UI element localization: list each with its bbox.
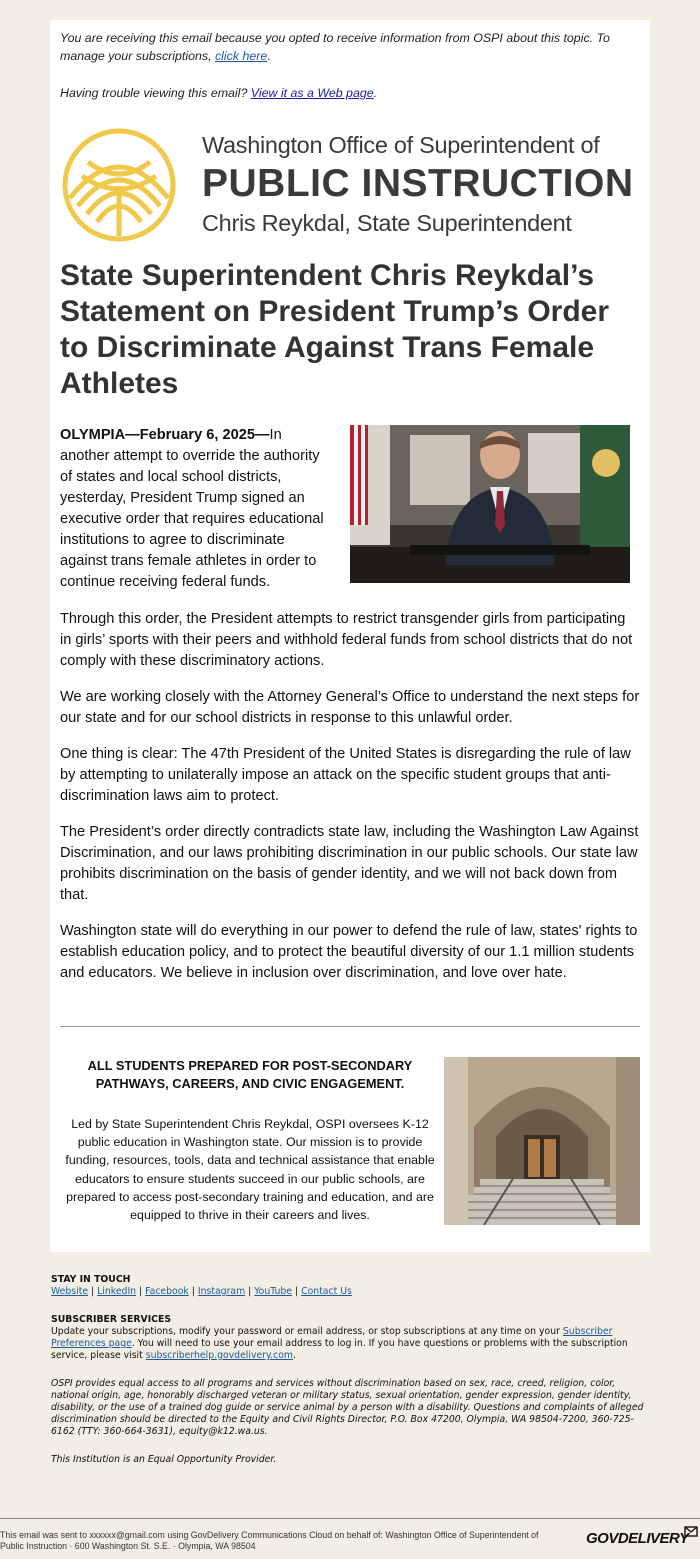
stay-in-touch-title: STAY IN TOUCH bbox=[51, 1274, 131, 1285]
facebook-link[interactable]: Facebook bbox=[145, 1286, 189, 1297]
paragraph-1: Through this order, the President attempts to restrict transgender girls from participating in girls’ sports with their peers and withhold federal funds from school districts that do not comply with these discriminatory actions. bbox=[60, 611, 633, 669]
trouble-text: Having trouble viewing this email? bbox=[60, 86, 251, 100]
view-web-page-link[interactable]: View it as a Web page bbox=[250, 86, 374, 100]
youtube-link[interactable]: YouTube bbox=[254, 1286, 293, 1297]
contact-us-link[interactable]: Contact Us bbox=[301, 1286, 352, 1297]
mission-text: Led by State Superintendent Chris Reykdal, OSPI oversees K-12 public education in Washington state. Our mission is to provide funding, resources, tools, data and technical assistance that enable educators to ensure students succeed in our public schools, are prepared to access post-secondary training and education, and are equipped to thrive in their careers and lives. bbox=[65, 1117, 435, 1223]
bottom-divider bbox=[0, 1518, 700, 1519]
ospi-logo bbox=[60, 124, 640, 252]
superintendent-photo bbox=[350, 425, 630, 583]
logo-line-2: PUBLIC INSTRUCTION bbox=[202, 162, 634, 205]
email-card bbox=[50, 20, 650, 1252]
linkedin-link[interactable]: LinkedIn bbox=[97, 1286, 137, 1297]
equity-statement bbox=[51, 1378, 647, 1438]
paragraph-4: The President’s order directly contradicts state law, including the Washington Law Against Discrimination, and our laws prohibiting discrimination in our public schools. Our state law prohibits discrimination on the basis of gender identity, and we will not back down from that. bbox=[60, 824, 639, 903]
equal-opportunity-statement bbox=[51, 1454, 647, 1466]
article-headline: State Superintendent Chris Reykdal’s Statement on President Trump’s Order to Discriminate Against Trans Female Athletes bbox=[60, 259, 610, 400]
subscriberhelp-link[interactable]: subscriberhelp.govdelivery.com bbox=[145, 1350, 293, 1361]
paragraph-3: One thing is clear: The 47th President of the United States is disregarding the rule of law by attempting to unilaterally impose an attack on the specific student groups that anti-discrimination laws aim to protect. bbox=[60, 746, 631, 804]
logo-line-3: Chris Reykdal, State Superintendent bbox=[202, 210, 572, 236]
old-capitol-building-photo bbox=[444, 1057, 640, 1225]
manage-subscriptions-link[interactable]: click here bbox=[214, 49, 268, 63]
stay-in-touch: STAY IN TOUCH Website | LinkedIn | Facebook | Instagram | YouTube | Contact Us bbox=[51, 1274, 352, 1297]
subscriber-text-1: Update your subscriptions, modify your password or email address, or stop subscriptions at any time on your bbox=[51, 1326, 563, 1337]
website-link[interactable]: Website bbox=[51, 1286, 89, 1297]
subscription-notice: You are receiving this email because you opted to receive information from OSPI about this topic. To manage your subscriptions, click here. bbox=[60, 31, 610, 63]
lead-text: In another attempt to override the authority of states and local school districts, yesterday, President Trump signed an executive order that requires educational institutions to agree to discriminate against trans female athletes in order to continue receiving federal funds. bbox=[60, 427, 324, 590]
subscriber-text-2: . You will need to use your email address to log in. If you have questions or problems with the subscription service, please visit bbox=[51, 1338, 628, 1361]
superintendent-photo-image bbox=[350, 425, 630, 583]
subscriber-services bbox=[51, 1314, 647, 1362]
eop-text: This Institution is an Equal Opportunity Provider. bbox=[51, 1454, 277, 1465]
dateline: OLYMPIA—February 6, 2025— bbox=[60, 427, 270, 443]
subscriber-preferences-link[interactable]: Subscriber Preferences page bbox=[51, 1326, 613, 1349]
paragraph-5: Washington state will do everything in our power to defend the rule of law, states' rights to establish education policy, and to protect the beautiful diversity of our 1.1 million students and educators. We believe in inclusion over discrimination, and love over hate. bbox=[60, 923, 638, 981]
instagram-link[interactable]: Instagram bbox=[197, 1286, 246, 1297]
mission-title: ALL STUDENTS PREPARED FOR POST-SECONDARY PATHWAYS, CAREERS, AND CIVIC ENGAGEMENT. bbox=[87, 1058, 413, 1091]
section-divider bbox=[60, 1026, 640, 1027]
subscriber-text-3: . bbox=[293, 1350, 296, 1361]
sent-to-notice: This email was sent to xxxxxx@gmail.com using GovDelivery Communications Cloud on behalf of: Washington Office of Superintendent of Public Instruction · 600 Washington St. S.E. · Olympia, WA 98504 bbox=[0, 1530, 539, 1551]
equity-text: OSPI provides equal access to all programs and services without discrimination based on sex, race, creed, religion, color, national origin, age, honorably discharged veteran or military status, sexual orientation, gender expression, gender identity, disability, or the use of a trained dog guide or service animal by a person with a disability. Questions and complaints of alleged discrimination should be directed to the Equity and Civil Rights Director, P.O. Box 47200, Olympia, WA 98504-7200, 360-725-6162 (TTY: 360-664-3631), equity@k12.wa.us. bbox=[51, 1378, 644, 1437]
govdelivery-logo: GOVDELIVERY bbox=[586, 1530, 689, 1547]
envelope-icon bbox=[684, 1525, 698, 1537]
lead-paragraph bbox=[60, 425, 335, 593]
paragraph-2: We are working closely with the Attorney General’s Office to understand the next steps for our state and for our school districts in response to this unlawful order. bbox=[60, 689, 640, 726]
us-flag-icon bbox=[350, 425, 368, 525]
notice-text: You are receiving this email because you opted to receive information from OSPI about this topic. To manage your subscriptions, bbox=[60, 31, 610, 63]
logo-line-1: Washington Office of Superintendent of bbox=[202, 132, 600, 158]
web-view-notice: Having trouble viewing this email? View it as a Web page. bbox=[60, 86, 378, 100]
subscriber-services-title: SUBSCRIBER SERVICES bbox=[51, 1314, 172, 1325]
building-arch-image bbox=[444, 1057, 640, 1225]
ospi-sun-logo-icon bbox=[60, 126, 178, 244]
